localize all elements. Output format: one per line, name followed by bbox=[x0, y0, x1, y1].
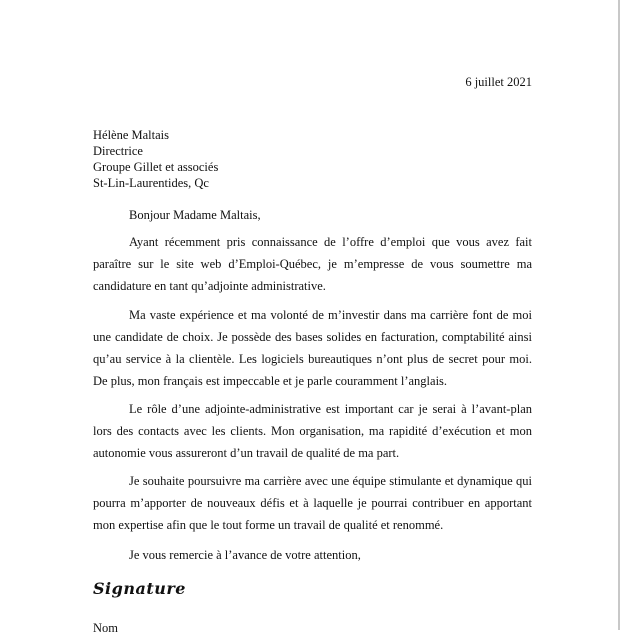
body-paragraph-3: Le rôle d’une adjointe-administrative est important car je serai à l’avant-plan lors des contacts avec les clients. Mon organisation, ma rapidité d’exécution et mon autonomie vous assureront d’un travail de qualité de ma part. bbox=[93, 402, 532, 460]
recipient-address bbox=[93, 127, 393, 191]
recipient-name: Hélène Maltais bbox=[93, 128, 170, 142]
body-paragraph-4: Je souhaite poursuivre ma carrière avec une équipe stimulante et dynamique qui pourra m’apporter de nouveaux défis et à laquelle je pourrai contribuer en apportant mon expertise afin que le tout forme un travail de qualité et renommé. bbox=[93, 474, 532, 532]
signature: Signature bbox=[93, 579, 186, 598]
body-paragraph-2: Ma vaste expérience et ma volonté de m’investir dans ma carrière font de moi une candidate de choix. Je possède des bases solides en facturation, comptabilité ainsi qu’au service à la clientèle. Les logiciels bureautiques n’ont plus de secret pour moi. De plus, mon français est impeccable et je parle couramment l’anglais. bbox=[93, 308, 532, 388]
recipient-title: Directrice bbox=[93, 144, 143, 158]
salutation: Bonjour Madame Maltais, bbox=[129, 208, 261, 222]
body-paragraph-1: Ayant récemment pris connaissance de l’offre d’emploi que vous avez fait paraître sur le site web d’Emploi-Québec, je m’empresse de vous soumettre ma candidature en tant qu’adjointe administrative. bbox=[93, 235, 532, 293]
letter-date: 6 juillet 2021 bbox=[465, 75, 532, 89]
recipient-city: St-Lin-Laurentides, Qc bbox=[93, 176, 209, 190]
recipient-company: Groupe Gillet et associés bbox=[93, 160, 219, 174]
name-label: Nom bbox=[93, 621, 118, 635]
closing-line: Je vous remercie à l’avance de votre attention, bbox=[129, 548, 361, 562]
